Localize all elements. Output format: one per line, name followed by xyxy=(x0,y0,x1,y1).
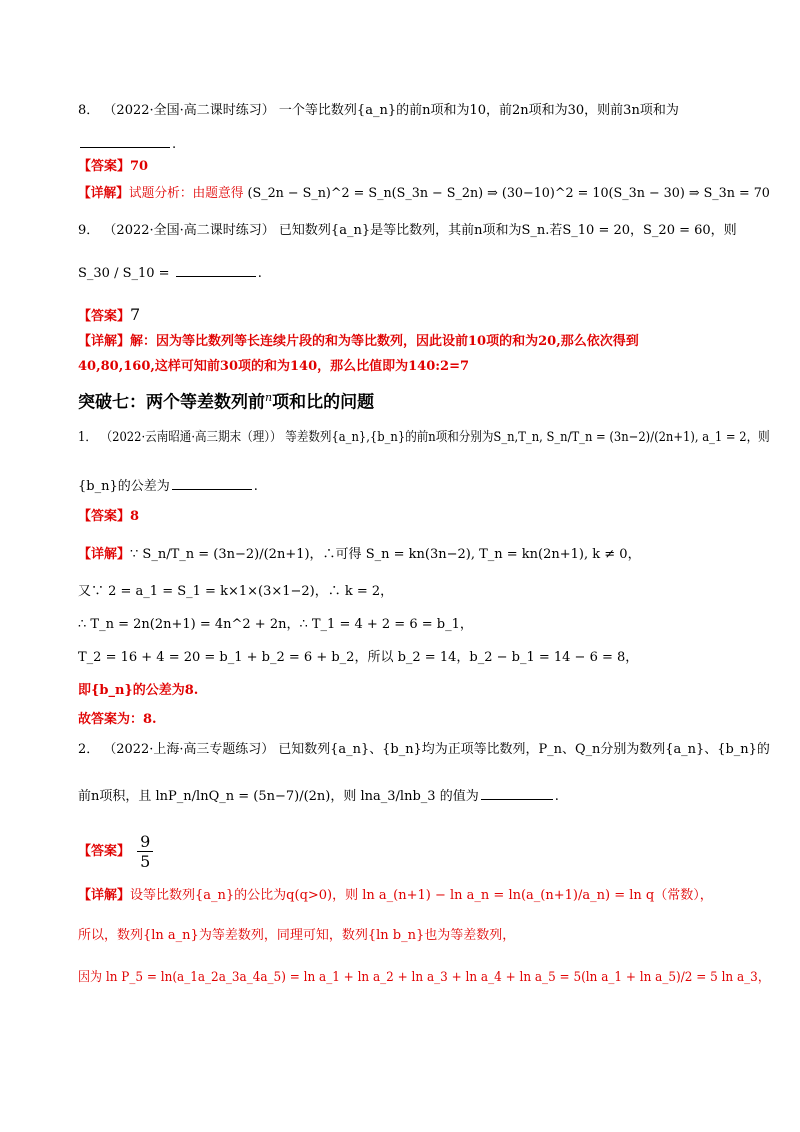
detail-label: 【详解】 xyxy=(78,186,129,201)
fraction-numerator: 9 xyxy=(137,832,153,852)
answer-label: 【答案】 xyxy=(78,844,131,859)
question-text: 一个等比数列{a_n}的前n项和为10，前2n项和为30，则前3n项和为 xyxy=(278,103,679,118)
answer-9 xyxy=(78,305,140,327)
detail-text: 40,80,160,这样可知前30项的和为140，那么比值即为140:2=7 xyxy=(78,359,470,374)
question-end: . xyxy=(172,137,177,152)
detail-step: 设等比数列{a_n}的公比为q(q>0)，则 ln a_(n+1) − ln a_n = ln(a_(n+1)/a_n) = ln q（常数）， xyxy=(130,888,713,903)
question-source: （2022·云南昭通·高三期末（理）） xyxy=(100,430,282,445)
question-line2: {b_n}的公差为 xyxy=(78,479,170,494)
question-source: （2022·上海·高三专题练习） xyxy=(103,742,275,757)
detail-formula: (S_2n − S_n)^2 = S_n(S_3n − S_2n) ⇒ (30−10)^2 = 10(S_3n − 30) ⇒ S_3n = 70 xyxy=(247,186,770,201)
detail-step: 即{b_n}的公差为8. xyxy=(78,683,199,698)
answer-blank xyxy=(481,785,553,800)
question-end: . xyxy=(257,266,262,281)
answer-value: 7 xyxy=(130,305,141,324)
question-1-line2 xyxy=(78,475,258,497)
detail-step: ∵ S_n/T_n = (3n−2)/(2n+1)，∴可得 S_n = kn(3n−2), T_n = kn(2n+1), k ≠ 0， xyxy=(130,547,641,562)
answer-label: 【答案】 xyxy=(78,309,131,324)
question-end: . xyxy=(253,479,258,494)
question-number: 8． xyxy=(78,103,100,118)
answer-blank xyxy=(176,262,256,277)
question-source: （2022·全国·高二课时练习） xyxy=(103,223,275,238)
answer-fraction xyxy=(137,832,153,871)
question-9-fraction-line xyxy=(78,262,262,284)
heading-part2: 项和比的问题 xyxy=(272,392,375,413)
detail-label: 【详解】 xyxy=(78,888,131,903)
question-1 xyxy=(78,428,770,448)
question-8-blank-line xyxy=(78,133,176,155)
heading-part1: 突破七：两个等差数列前 xyxy=(78,392,265,413)
detail-step: 又∵ 2 = a_1 = S_1 = k×1×(3×1−2)，∴ k = 2， xyxy=(78,584,394,599)
detail-step: 故答案为：8. xyxy=(78,712,157,727)
detail-2-step2 xyxy=(78,926,515,946)
heading-var: n xyxy=(265,391,273,404)
answer-2 xyxy=(78,832,156,871)
question-number: 2． xyxy=(78,742,100,757)
detail-9-line2 xyxy=(78,357,469,377)
detail-1-step2 xyxy=(78,582,393,602)
question-text: 等差数列{a_n},{b_n}的前n项和分别为S_n,T_n, S_n/T_n = (3n−2)/(2n+1), a_1 = 2，则 xyxy=(285,430,770,445)
section-heading xyxy=(78,388,374,413)
question-number: 9． xyxy=(78,223,100,238)
detail-1-step3 xyxy=(78,615,473,635)
detail-8 xyxy=(78,184,770,204)
detail-step: 因为 ln P_5 = ln(a_1a_2a_3a_4a_5) = ln a_1 + ln a_2 + ln a_3 + ln a_4 + ln a_5 = 5(ln a_1 + ln a_5)/2 = 5 ln a_3， xyxy=(78,970,770,985)
question-fraction: S_30 / S_10 = xyxy=(78,266,170,281)
question-8 xyxy=(78,101,679,121)
detail-2-step1 xyxy=(78,886,713,906)
question-end: . xyxy=(554,789,559,804)
detail-label: 【详解】 xyxy=(78,547,131,562)
question-2-line2 xyxy=(78,785,559,807)
detail-text: 解：因为等比数列等长连续片段的和为等比数列，因此设前10项的和为20,那么依次得到 xyxy=(130,334,639,349)
detail-step: 所以，数列{ln a_n}为等差数列，同理可知，数列{ln b_n}也为等差数列， xyxy=(78,928,516,943)
detail-step: ∴ T_n = 2n(2n+1) = 4n^2 + 2n，∴ T_1 = 4 + 2 = 6 = b_1， xyxy=(78,617,473,632)
question-source: （2022·全国·高二课时练习） xyxy=(103,103,275,118)
answer-label: 【答案】 xyxy=(78,159,131,174)
answer-value: 70 xyxy=(130,159,149,174)
fraction-denominator: 5 xyxy=(140,852,151,871)
detail-9-line1 xyxy=(78,332,639,352)
answer-blank xyxy=(172,475,252,490)
question-number: 1． xyxy=(78,430,97,445)
detail-1-step5 xyxy=(78,681,198,701)
detail-step: T_2 = 16 + 4 = 20 = b_1 + b_2 = 6 + b_2，所以 b_2 = 14，b_2 − b_1 = 14 − 6 = 8， xyxy=(78,650,639,665)
detail-label: 【详解】 xyxy=(78,334,131,349)
detail-2-step3 xyxy=(78,968,770,988)
question-text: 已知数列{a_n}是等比数列，其前n项和为S_n.若S_10 = 20，S_20 = 60，则 xyxy=(278,223,737,238)
detail-1-step4 xyxy=(78,648,638,668)
detail-1-step1 xyxy=(78,545,641,565)
question-line2: 前n项积，且 lnP_n/lnQ_n = (5n−7)/(2n)，则 lna_3/lnb_3 的值为 xyxy=(78,789,479,804)
question-9 xyxy=(78,221,737,241)
answer-value: 8 xyxy=(130,509,140,524)
detail-1-step6 xyxy=(78,710,157,730)
answer-1 xyxy=(78,507,139,527)
question-2 xyxy=(78,740,770,760)
detail-intro: 试题分析：由题意得 xyxy=(128,186,244,201)
question-text: 已知数列{a_n}、{b_n}均为正项等比数列，P_n、Q_n分别为数列{a_n}、{b_n}的 xyxy=(278,742,770,757)
answer-blank xyxy=(80,133,170,148)
answer-label: 【答案】 xyxy=(78,509,131,524)
answer-8 xyxy=(78,157,148,177)
